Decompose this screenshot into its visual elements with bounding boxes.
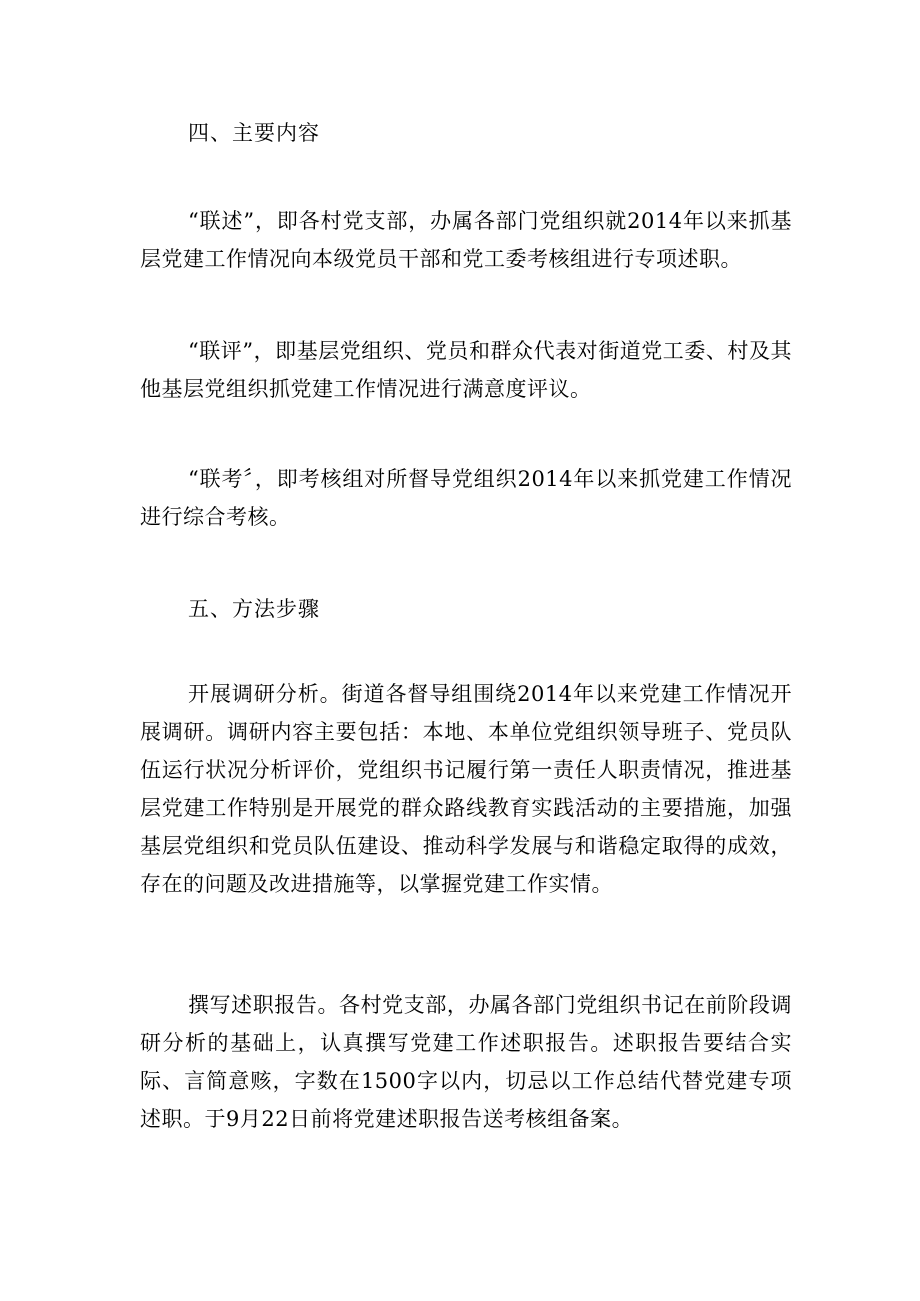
- section-heading-method-steps: 五、方法步骤: [188, 597, 320, 621]
- paragraph-lianping: “联评”，即基层党组织、党员和群众代表对街道党工委、村及其他基层党组织抓党建工作情况进行满意度评议。: [140, 339, 792, 401]
- paragraph-liankao: “联考〞，即考核组对所督导党组织2014年以来抓党建工作情况进行综合考核。: [140, 467, 792, 529]
- paragraph-research-analysis: 开展调研分析。街道各督导组围绕2014年以来党建工作情况开展调研。调研内容主要包括：本地、本单位党组织领导班子、党员队伍运行状况分析评价，党组织书记履行第一责任人职责情况，推进基层党建工作特别是开展党的群众路线教育实践活动的主要措施，加强基层党组织和党员队伍建设、推动科学发展与和谐稳定取得的成效，存在的问题及改进措施等，以掌握党建工作实情。: [140, 682, 792, 896]
- paragraph-report-writing: 撰写述职报告。各村党支部，办属各部门党组织书记在前阶段调研分析的基础上，认真撰写党建工作述职报告。述职报告要结合实际、言简意赅，字数在1500字以内，切忌以工作总结代替党建专项述职。于9月22日前将党建述职报告送考核组备案。: [140, 993, 792, 1131]
- paragraph-lianshu: “联述”，即各村党支部，办属各部门党组织就2014年以来抓基层党建工作情况向本级党员干部和党工委考核组进行专项述职。: [140, 209, 792, 271]
- section-heading-main-content: 四、主要内容: [188, 121, 320, 145]
